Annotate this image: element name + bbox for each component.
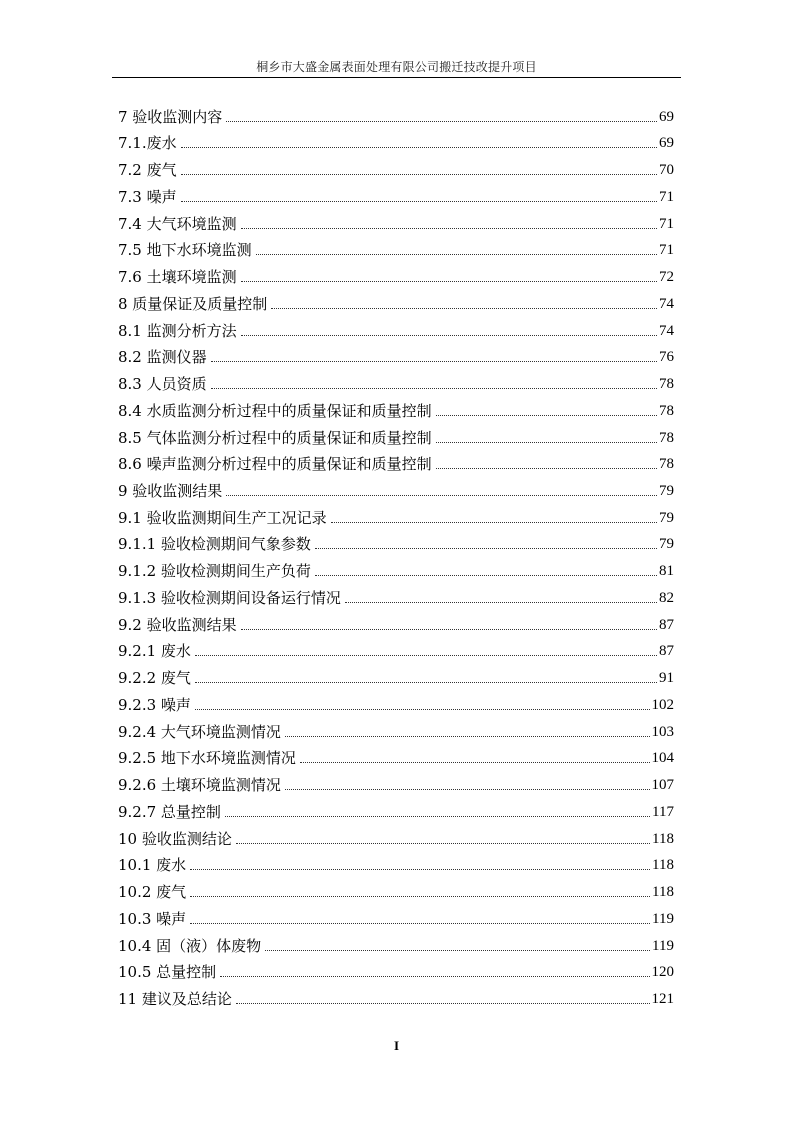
toc-entry-title: 7.4 大气环境监测	[118, 214, 237, 233]
toc-entry[interactable]	[118, 179, 674, 206]
toc-entry-page: 78	[659, 402, 674, 419]
toc-entry[interactable]	[118, 634, 674, 661]
toc-entry-title: 9.2.3 噪声	[118, 695, 191, 714]
toc-entry-page: 70	[659, 162, 674, 179]
toc-entry-page: 71	[659, 188, 674, 205]
toc-entry[interactable]	[118, 340, 674, 367]
toc-entry-page: 81	[659, 563, 674, 580]
toc-dot-leader	[241, 335, 657, 336]
running-header: 桐乡市大盛金属表面处理有限公司搬迁技改提升项目	[256, 60, 537, 74]
toc-entry[interactable]	[118, 286, 674, 313]
toc-entry-page: 118	[652, 830, 674, 847]
toc-entry[interactable]	[118, 874, 674, 901]
toc-entry[interactable]	[118, 981, 674, 1008]
toc-entry[interactable]	[118, 901, 674, 928]
toc-entry-page: 91	[659, 670, 674, 687]
toc-dot-leader	[225, 816, 650, 817]
toc-dot-leader	[195, 682, 657, 683]
toc-dot-leader	[181, 174, 657, 175]
toc-dot-leader	[181, 147, 657, 148]
toc-entry[interactable]	[118, 366, 674, 393]
toc-dot-leader	[220, 976, 649, 977]
toc-dot-leader	[190, 896, 650, 897]
toc-entry[interactable]	[118, 848, 674, 875]
toc-entry-title: 8.4 水质监测分析过程中的质量保证和质量控制	[118, 401, 432, 420]
toc-entry-page: 103	[651, 723, 674, 740]
toc-entry[interactable]	[118, 473, 674, 500]
toc-entry[interactable]	[118, 420, 674, 447]
toc-entry-page: 78	[659, 456, 674, 473]
toc-entry-page: 104	[651, 750, 674, 767]
toc-dot-leader	[271, 308, 657, 309]
toc-entry-title: 9.1.1 验收检测期间气象参数	[118, 535, 311, 554]
toc-entry[interactable]	[118, 152, 674, 179]
toc-dot-leader	[436, 415, 657, 416]
toc-entry[interactable]	[118, 821, 674, 848]
toc-entry-page: 120	[651, 964, 674, 981]
toc-dot-leader	[236, 843, 650, 844]
toc-entry-page: 107	[651, 777, 674, 794]
toc-dot-leader	[285, 789, 650, 790]
toc-entry-title: 10.5 总量控制	[118, 963, 217, 982]
toc-entry-title: 10.2 废气	[118, 883, 187, 902]
toc-dot-leader	[190, 923, 650, 924]
toc-entry-title: 10.1 废水	[118, 856, 187, 875]
toc-entry[interactable]	[118, 527, 674, 554]
toc-entry[interactable]	[118, 233, 674, 260]
toc-entry-title: 7.5 地下水环境监测	[118, 241, 252, 260]
toc-dot-leader	[315, 548, 657, 549]
toc-entry[interactable]	[118, 313, 674, 340]
toc-entry-page: 78	[659, 429, 674, 446]
toc-entry[interactable]	[118, 687, 674, 714]
toc-entry-title: 8.6 噪声监测分析过程中的质量保证和质量控制	[118, 455, 432, 474]
toc-entry-title: 10.4 固（液）体废物	[118, 936, 262, 955]
toc-entry-page: 82	[659, 589, 674, 606]
toc-entry[interactable]	[118, 580, 674, 607]
toc-dot-leader	[241, 281, 657, 282]
toc-dot-leader	[345, 602, 657, 603]
toc-dot-leader	[236, 1003, 650, 1004]
page-number: I	[393, 1038, 400, 1053]
toc-dot-leader	[300, 762, 650, 763]
toc-entry-page: 71	[659, 215, 674, 232]
toc-entry-title: 11 建议及总结论	[118, 989, 232, 1008]
toc-entry[interactable]	[118, 767, 674, 794]
toc-entry-page: 74	[659, 295, 674, 312]
toc-entry[interactable]	[118, 928, 674, 955]
toc-entry[interactable]	[118, 259, 674, 286]
toc-dot-leader	[226, 495, 657, 496]
toc-entry-page: 121	[651, 990, 674, 1007]
toc-dot-leader	[436, 442, 657, 443]
toc-dot-leader	[241, 629, 657, 630]
toc-dot-leader	[256, 254, 657, 255]
header-divider	[112, 77, 681, 78]
toc-entry-page: 102	[651, 696, 674, 713]
toc-entry-page: 117	[652, 803, 674, 820]
toc-entry[interactable]	[118, 660, 674, 687]
toc-entry[interactable]	[118, 955, 674, 982]
toc-entry-title: 8.1 监测分析方法	[118, 321, 237, 340]
toc-entry-title: 9.2 验收监测结果	[118, 615, 237, 634]
toc-entry-title: 7 验收监测内容	[118, 107, 223, 126]
toc-entry-title: 10 验收监测结论	[118, 829, 232, 848]
toc-entry-title: 8 质量保证及质量控制	[118, 294, 268, 313]
toc-entry-page: 76	[659, 349, 674, 366]
toc-entry-page: 74	[659, 322, 674, 339]
table-of-contents	[118, 99, 674, 1008]
toc-dot-leader	[331, 522, 657, 523]
toc-dot-leader	[436, 468, 657, 469]
toc-entry[interactable]	[118, 393, 674, 420]
toc-entry-page: 71	[659, 242, 674, 259]
toc-entry-title: 9.1.3 验收检测期间设备运行情况	[118, 588, 341, 607]
toc-dot-leader	[211, 361, 657, 362]
toc-entry-page: 119	[652, 937, 674, 954]
toc-entry-title: 9.2.6 土壤环境监测情况	[118, 776, 281, 795]
toc-entry-title: 10.3 噪声	[118, 909, 187, 928]
toc-entry-page: 72	[659, 269, 674, 286]
toc-dot-leader	[195, 709, 650, 710]
toc-entry-title: 9 验收监测结果	[118, 482, 223, 501]
toc-entry-title: 9.2.5 地下水环境监测情况	[118, 749, 296, 768]
toc-entry-title: 7.6 土壤环境监测	[118, 268, 237, 287]
toc-entry[interactable]	[118, 714, 674, 741]
toc-dot-leader	[211, 388, 657, 389]
toc-entry-page: 87	[659, 616, 674, 633]
toc-dot-leader	[190, 869, 650, 870]
toc-entry-page: 79	[659, 536, 674, 553]
toc-entry[interactable]	[118, 741, 674, 768]
toc-entry-title: 7.1.废水	[118, 134, 177, 153]
toc-entry-title: 7.3 噪声	[118, 187, 177, 206]
toc-entry-page: 79	[659, 483, 674, 500]
toc-entry-page: 69	[659, 108, 674, 125]
toc-dot-leader	[315, 575, 657, 576]
toc-dot-leader	[241, 228, 657, 229]
toc-dot-leader	[226, 121, 657, 122]
toc-entry-page: 79	[659, 509, 674, 526]
toc-entry[interactable]	[118, 206, 674, 233]
toc-entry-title: 8.5 气体监测分析过程中的质量保证和质量控制	[118, 428, 432, 447]
toc-entry-title: 9.1 验收监测期间生产工况记录	[118, 508, 327, 527]
toc-entry-title: 9.1.2 验收检测期间生产负荷	[118, 562, 311, 581]
toc-entry-title: 8.2 监测仪器	[118, 348, 207, 367]
toc-entry[interactable]	[118, 500, 674, 527]
toc-entry-title: 9.2.1 废水	[118, 642, 191, 661]
toc-dot-leader	[265, 950, 650, 951]
toc-entry[interactable]	[118, 126, 674, 153]
toc-entry-page: 118	[652, 857, 674, 874]
toc-entry-page: 87	[659, 643, 674, 660]
toc-entry-title: 9.2.2 废气	[118, 669, 191, 688]
toc-entry-page: 119	[652, 910, 674, 927]
toc-entry-page: 118	[652, 884, 674, 901]
toc-entry[interactable]	[118, 99, 674, 126]
toc-entry[interactable]	[118, 607, 674, 634]
toc-dot-leader	[181, 201, 657, 202]
toc-entry-title: 9.2.4 大气环境监测情况	[118, 722, 281, 741]
toc-entry-page: 78	[659, 376, 674, 393]
toc-dot-leader	[285, 736, 650, 737]
toc-dot-leader	[195, 655, 657, 656]
toc-entry-title: 8.3 人员资质	[118, 375, 207, 394]
toc-entry[interactable]	[118, 794, 674, 821]
toc-entry-page: 69	[659, 135, 674, 152]
toc-entry-title: 9.2.7 总量控制	[118, 802, 221, 821]
toc-entry-title: 7.2 废气	[118, 161, 177, 180]
toc-entry[interactable]	[118, 553, 674, 580]
toc-entry[interactable]	[118, 447, 674, 474]
